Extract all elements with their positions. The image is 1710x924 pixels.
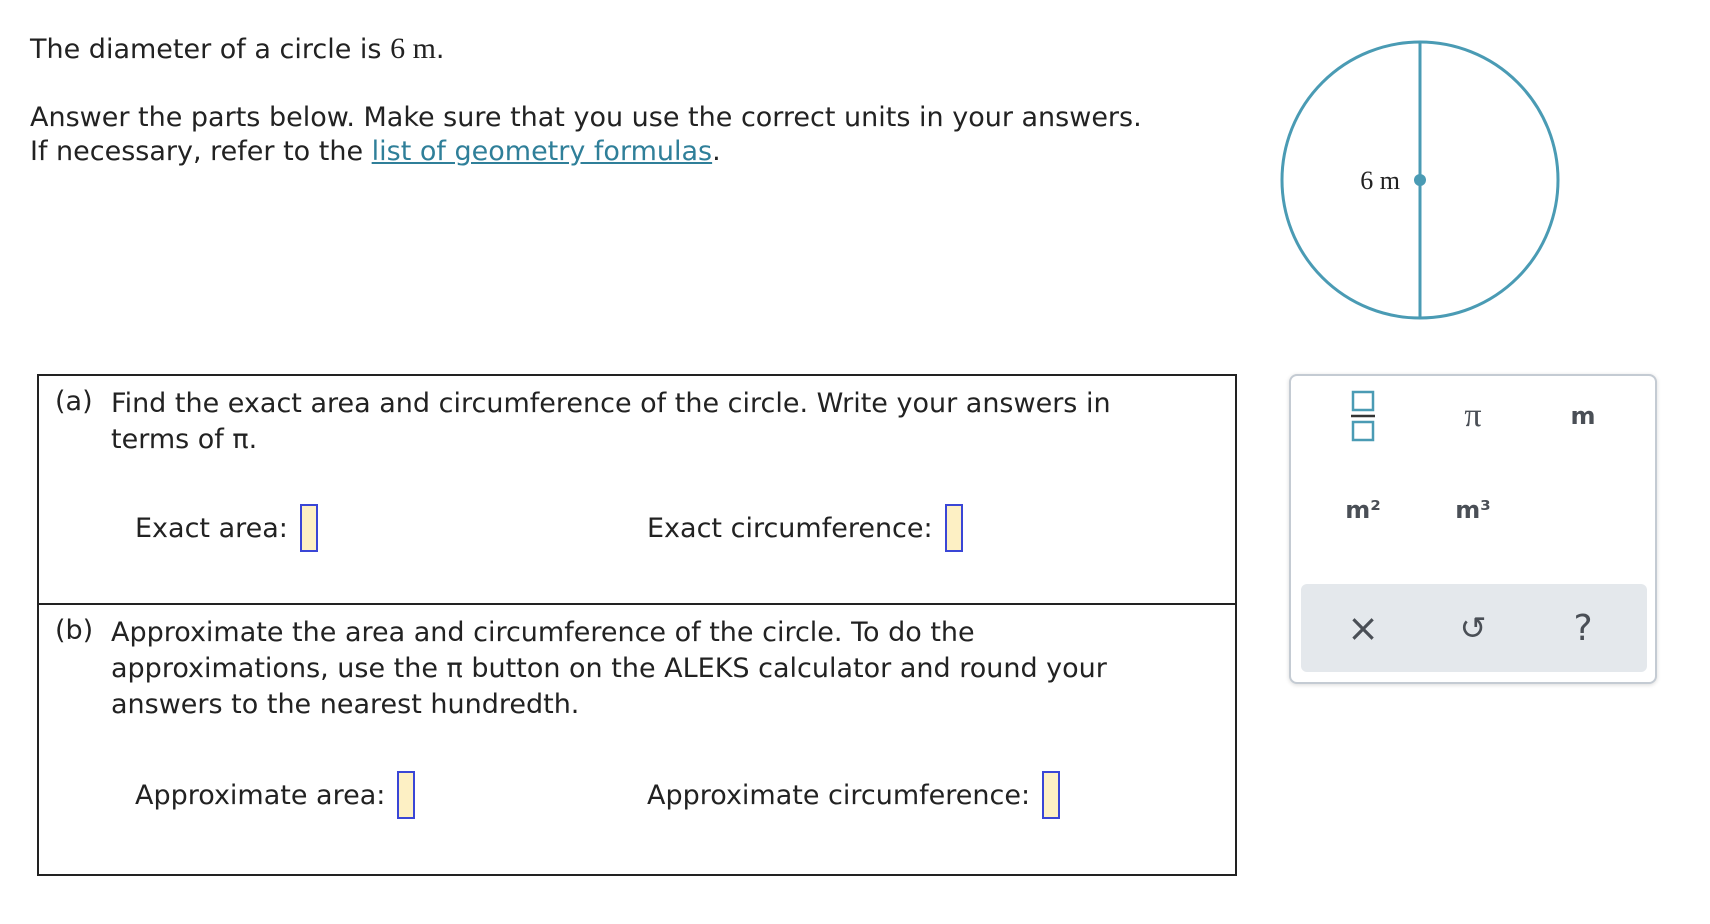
part-a-section [39, 376, 1235, 605]
undo-icon: ↺ [1459, 609, 1487, 647]
meter-key[interactable] [1543, 388, 1623, 444]
help-button[interactable] [1543, 600, 1623, 656]
geometry-formulas-link[interactable]: list of geometry formulas [371, 136, 713, 167]
diameter-value: 6 m [390, 32, 436, 65]
exact-area-input[interactable] [300, 504, 318, 552]
center-point [1414, 174, 1426, 186]
approx-area-row [135, 771, 415, 819]
exact-circumference-label: Exact circumference: [647, 512, 933, 544]
problem-intro [30, 32, 1230, 169]
approx-circumference-input[interactable] [1042, 771, 1060, 819]
cubic-meter-label: m³ [1455, 496, 1491, 524]
part-b-instructions: Approximate the area and circumference of the circle. To do the approximations, use the π button on the ALEKS calculator and round your answers to the nearest hundredth. [111, 617, 1107, 720]
approx-circumference-row [647, 771, 1060, 819]
square-meter-key[interactable] [1323, 482, 1403, 538]
problem-box [37, 374, 1237, 876]
approx-circumference-label: Approximate circumference: [647, 779, 1031, 811]
close-icon: × [1347, 606, 1379, 650]
math-keypad [1289, 374, 1657, 684]
meter-label: m [1570, 402, 1596, 430]
reference-prefix: If necessary, refer to the [30, 136, 372, 167]
exact-circumference-row [647, 504, 963, 552]
fraction-key[interactable] [1323, 388, 1403, 444]
exact-area-row [135, 504, 318, 552]
circle-diagram [1270, 30, 1570, 330]
help-icon: ? [1573, 607, 1593, 649]
keypad-action-bar [1301, 584, 1647, 672]
approx-area-label: Approximate area: [135, 779, 386, 811]
instructions-line: Answer the parts below. Make sure that you use the correct units in your answers. [30, 102, 1142, 133]
formula-reference-line [30, 135, 1230, 169]
diameter-statement [30, 32, 1230, 67]
fraction-icon [1348, 388, 1378, 444]
pi-key[interactable] [1433, 388, 1513, 444]
undo-button[interactable] [1433, 600, 1513, 656]
cubic-meter-key[interactable] [1433, 482, 1513, 538]
reference-period: . [712, 136, 721, 167]
diameter-label: 6 m [1360, 166, 1400, 195]
diameter-text: The diameter of a circle is [30, 34, 391, 65]
diameter-period: . [435, 34, 445, 65]
pi-symbol: π [1464, 397, 1482, 434]
approx-area-input[interactable] [397, 771, 415, 819]
exact-circumference-input[interactable] [945, 504, 963, 552]
part-a-instructions: Find the exact area and circumference of the circle. Write your answers in terms of π. [111, 388, 1111, 455]
part-b-section [39, 605, 1235, 876]
clear-button[interactable] [1323, 600, 1403, 656]
square-meter-label: m² [1345, 496, 1381, 524]
exact-area-label: Exact area: [135, 512, 288, 544]
part-a-tag: (a) [55, 386, 93, 417]
part-b-tag: (b) [55, 615, 94, 646]
